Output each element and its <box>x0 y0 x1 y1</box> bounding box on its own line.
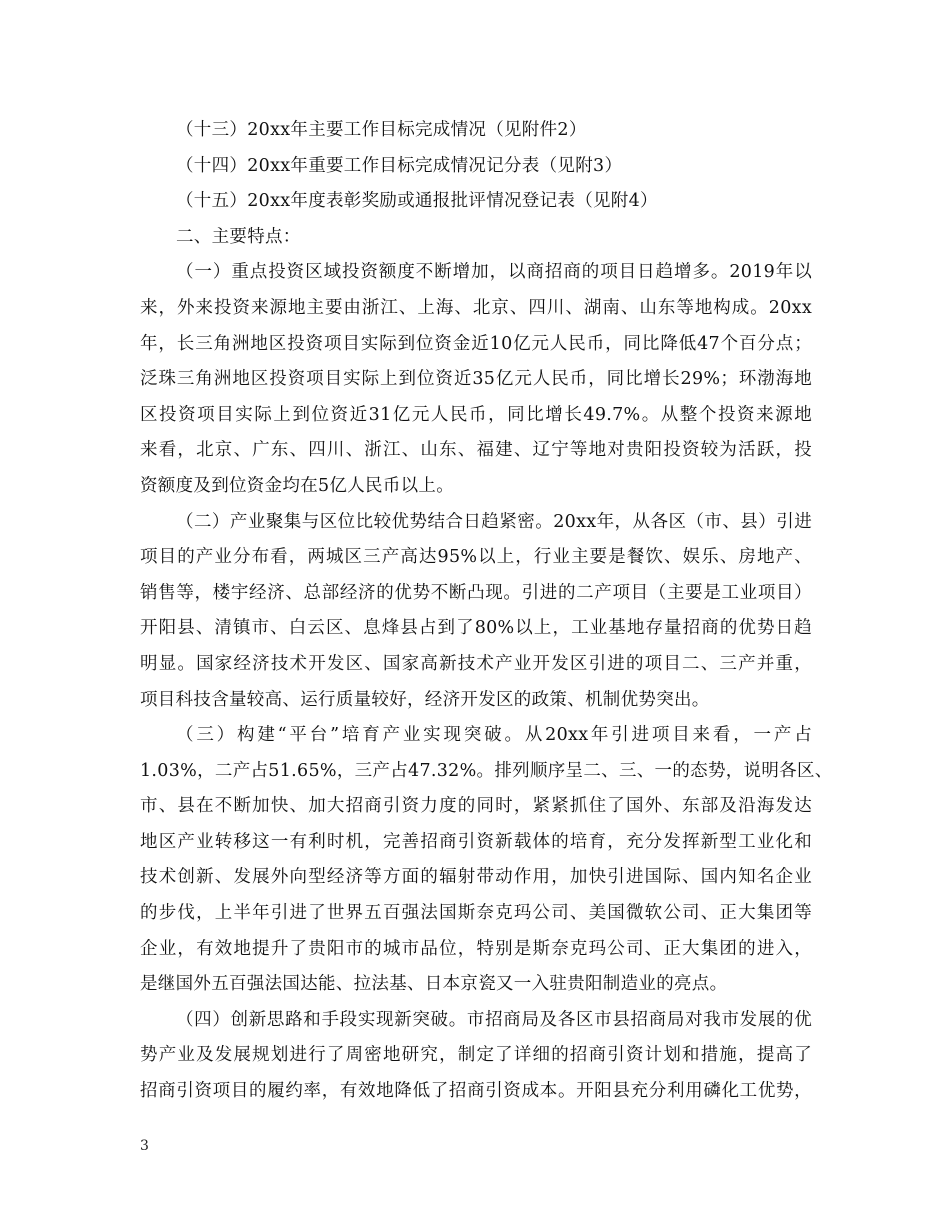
text-line: 年，长三角洲地区投资项目实际到位资金近10亿元人民币，同比降低47个百分点； <box>140 333 812 354</box>
text-line: 区投资项目实际上到位资近31亿元人民币，同比增长49.7%。从整个投资来源地 <box>140 404 812 425</box>
text-line: 市、县在不断加快、加大招商引资力度的同时，紧紧抓住了国外、东部及沿海发达 <box>140 796 812 817</box>
text-line: 来，外来投资来源地主要由浙江、上海、北京、四川、湖南、山东等地构成。20xx <box>140 297 812 318</box>
body-text <box>140 113 833 1110</box>
text-line: （四）创新思路和手段实现新突破。市招商局及各区市县招商局对我市发展的优 <box>176 1009 812 1030</box>
page-number: 3 <box>140 1138 149 1154</box>
text-line: 明显。国家经济技术开发区、国家高新技术产业开发区引进的项目二、三产并重， <box>140 653 812 674</box>
text-line: 技术创新、发展外向型经济等方面的辐射带动作用，加快引进国际、国内知名企业 <box>140 867 812 888</box>
text-line: （一）重点投资区域投资额度不断增加，以商招商的项目日趋增多。2019年以 <box>176 262 812 283</box>
text-line: 开阳县、清镇市、白云区、息烽县占到了80%以上，工业基地存量招商的优势日趋 <box>140 618 812 639</box>
text-line: （十四）20xx年重要工作目标完成情况记分表（见附3） <box>176 155 623 176</box>
text-line: 的步伐，上半年引进了世界五百强法国斯奈克玛公司、美国微软公司、正大集团等 <box>140 903 812 924</box>
text-line: 来看，北京、广东、四川、浙江、山东、福建、辽宁等地对贵阳投资较为活跃，投 <box>140 440 812 461</box>
text-line: 销售等，楼宇经济、总部经济的优势不断凸现。引进的二产项目（主要是工业项目） <box>140 582 812 603</box>
text-line: （三）构建“平台”培育产业实现突破。从20xx年引进项目来看，一产占 <box>176 725 812 746</box>
text-line: 1.03%，二产占51.65%，三产占47.32%。排列顺序呈二、三、一的态势，说明各区、 <box>140 760 833 781</box>
text-line: （十三）20xx年主要工作目标完成情况（见附件2） <box>176 120 587 140</box>
text-line: 项目科技含量较高、运行质量较好，经济开发区的政策、机制优势突出。 <box>140 689 710 710</box>
text-line: 企业，有效地提升了贵阳市的城市品位，特别是斯奈克玛公司、正大集团的进入， <box>140 938 812 959</box>
text-line: 项目的产业分布看，两城区三产高达95%以上，行业主要是餐饮、娱乐、房地产、 <box>140 547 812 568</box>
text-line: 地区产业转移这一有利时机，完善招商引资新载体的培育，充分发挥新型工业化和 <box>140 831 812 852</box>
text-line: 势产业及发展规划进行了周密地研究，制定了详细的招商引资计划和措施，提高了 <box>140 1045 812 1066</box>
text-line: （十五）20xx年度表彰奖励或通报批评情况登记表（见附4） <box>176 191 658 212</box>
text-line: 泛珠三角洲地区投资项目实际上到位资近35亿元人民币，同比增长29%；环渤海地 <box>140 369 812 390</box>
text-line: 资额度及到位资金均在5亿人民币以上。 <box>140 475 455 496</box>
text-line: （二）产业聚集与区位比较优势结合日趋紧密。20xx年，从各区（市、县）引进 <box>176 511 812 532</box>
text-line: 二、主要特点： <box>176 226 301 247</box>
text-line: 是继国外五百强法国达能、拉法基、日本京瓷又一入驻贵阳制造业的亮点。 <box>140 974 728 995</box>
text-line: 招商引资项目的履约率，有效地降低了招商引资成本。开阳县充分利用磷化工优势， <box>140 1081 812 1102</box>
